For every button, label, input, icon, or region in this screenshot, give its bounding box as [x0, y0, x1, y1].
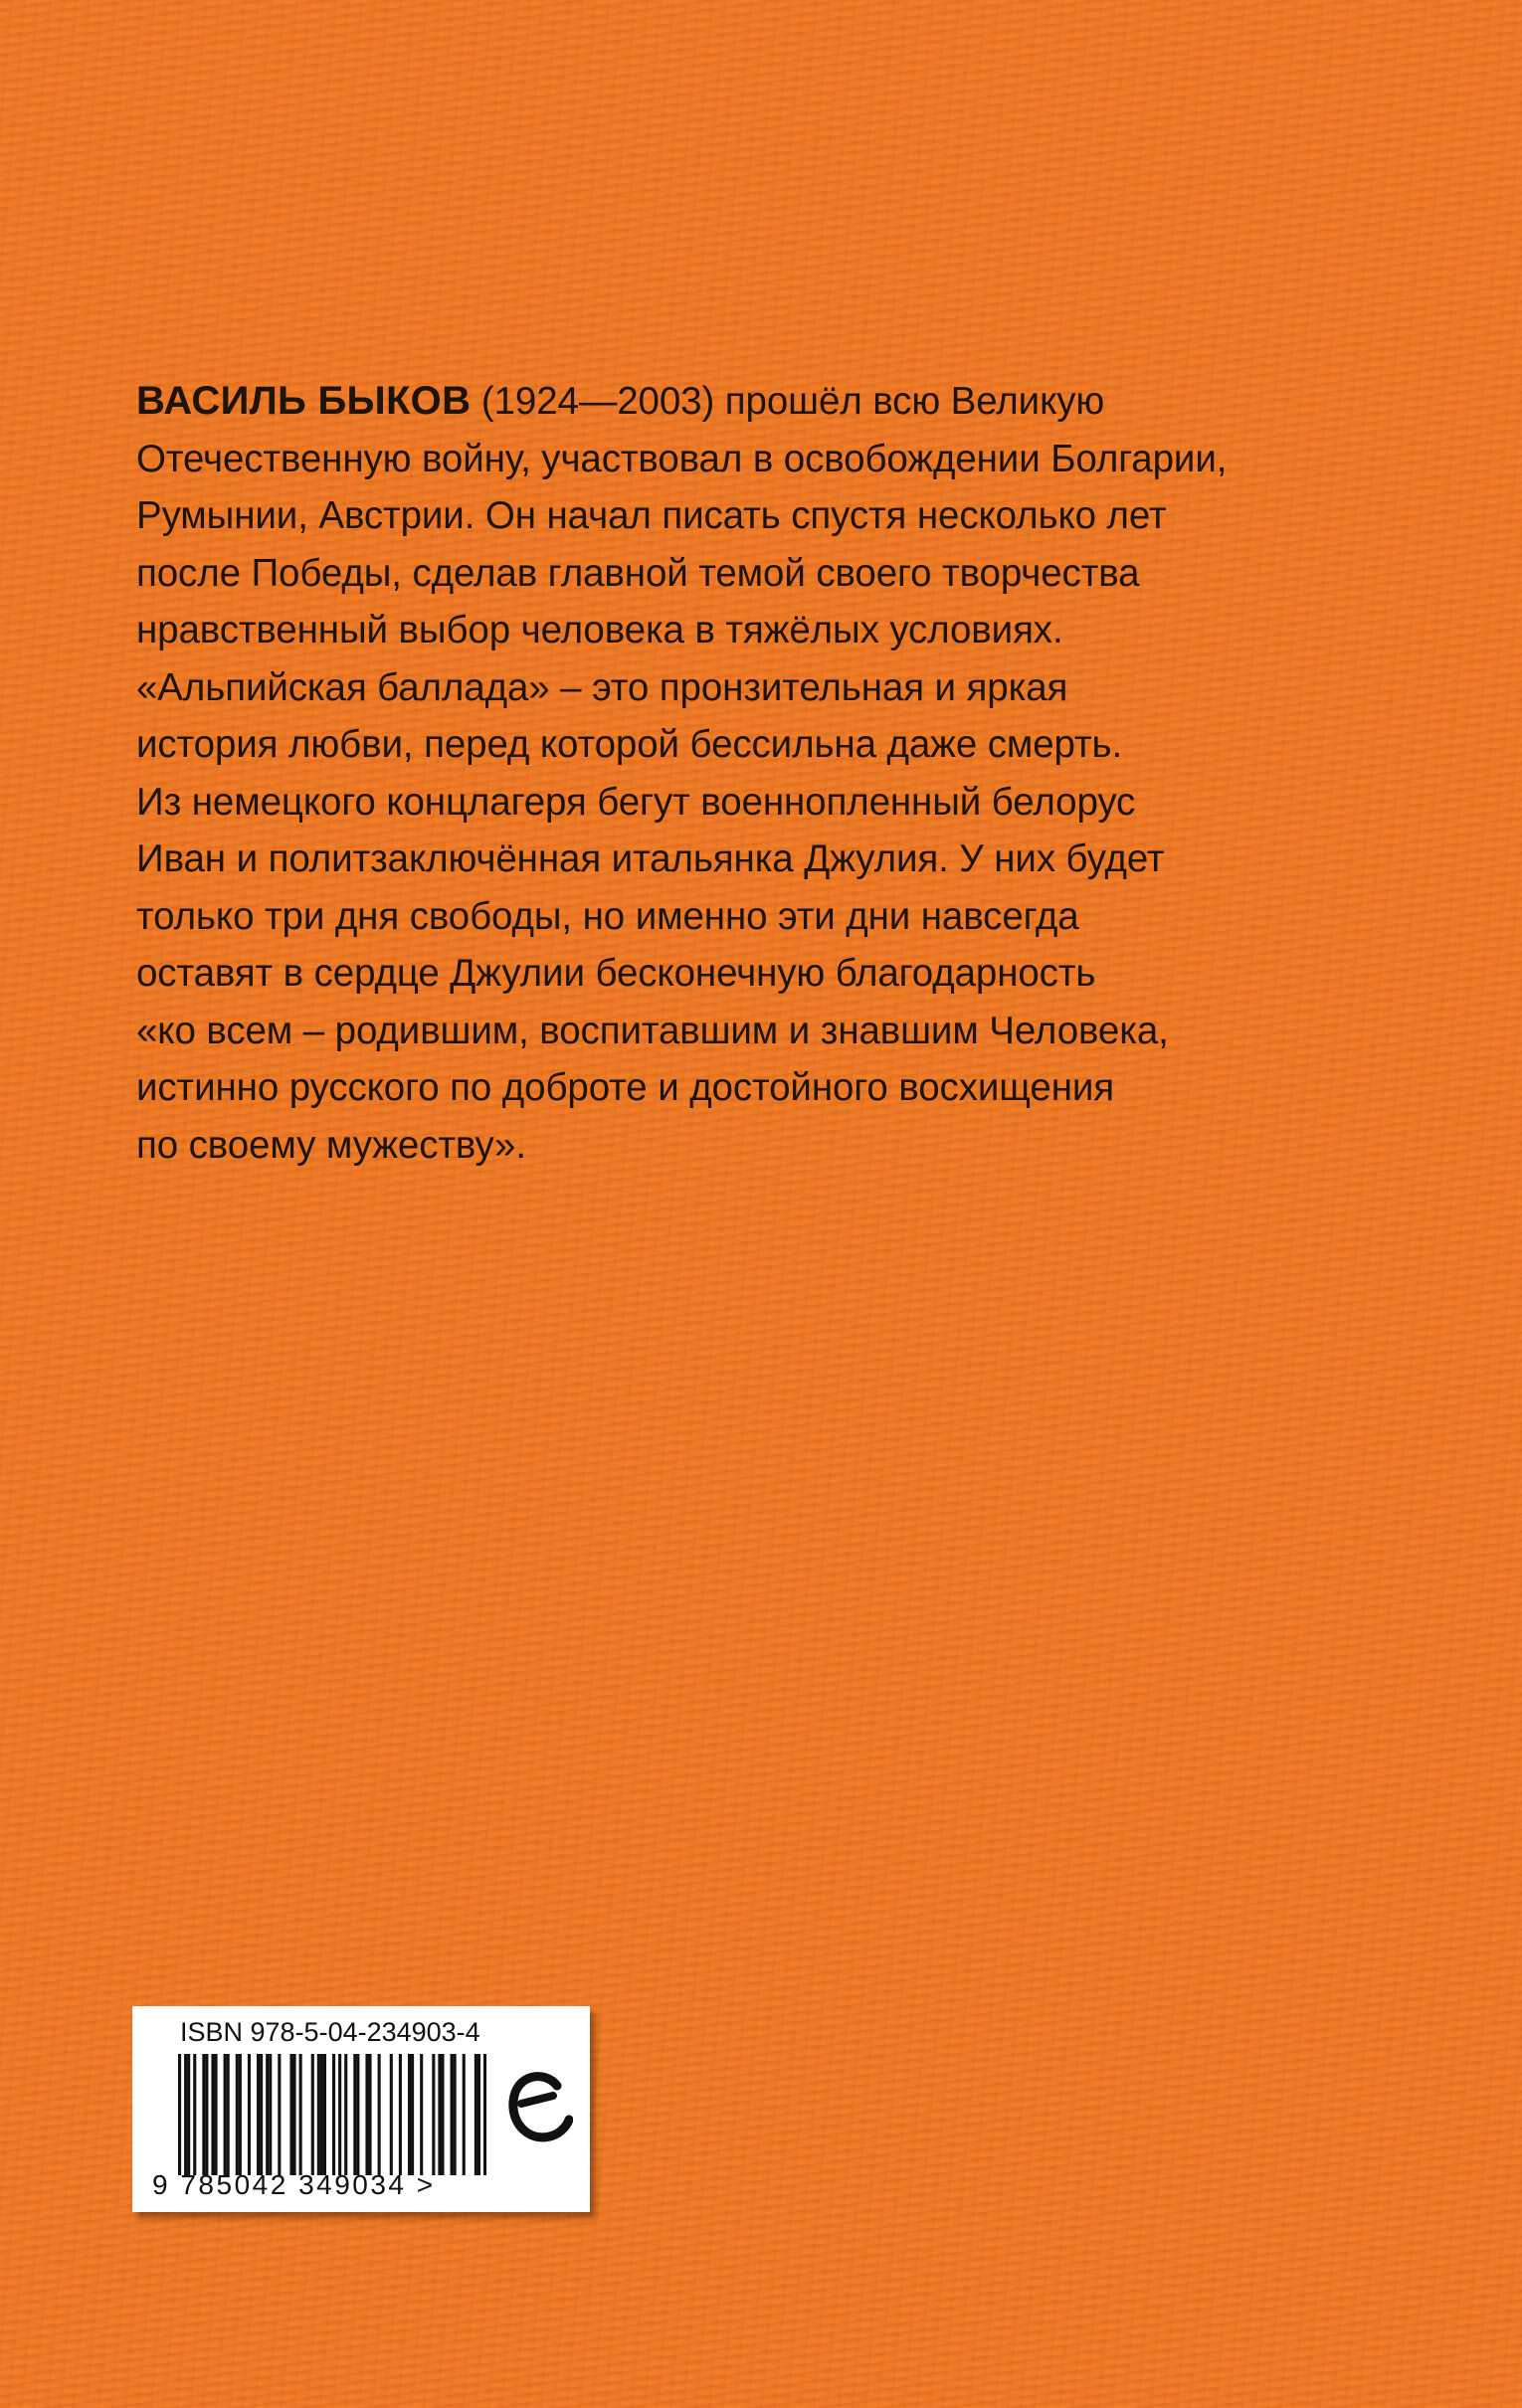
barcode-bar	[211, 2054, 214, 2175]
annotation-line: оставят в сердце Джулии бесконечную благодарность	[136, 952, 1096, 995]
barcode-card	[132, 2006, 590, 2212]
barcode-bar	[178, 2054, 181, 2175]
annotation-line: история любви, перед которой бессильна даже смерть.	[136, 723, 1123, 766]
barcode-bar	[202, 2054, 205, 2175]
annotation-line: истинно русского по доброте и достойного восхищения	[136, 1066, 1115, 1109]
author-name: ВАСИЛЬ БЫКОВ	[136, 379, 472, 423]
barcode-bar	[411, 2054, 414, 2175]
barcode-bar	[248, 2054, 251, 2175]
annotation-line: Иван и политзаключённая итальянка Джулия. У них будет	[136, 837, 1165, 880]
barcode-bars	[178, 2054, 486, 2175]
barcode-bar	[365, 2054, 368, 2175]
author-years-text: (1924—2003) прошёл всю Великую	[471, 380, 1105, 423]
barcode-bar	[432, 2054, 435, 2175]
barcode-bar	[477, 2054, 480, 2175]
barcode-bar	[408, 2054, 411, 2175]
barcode-bar	[323, 2054, 326, 2175]
barcode-bar	[214, 2054, 217, 2175]
eksmo-logo-icon	[505, 2066, 573, 2147]
barcode-bar	[344, 2054, 347, 2175]
barcode-bar	[451, 2054, 454, 2175]
barcode-bar	[299, 2054, 302, 2175]
barcode-bar	[378, 2054, 381, 2175]
annotation-line: только три дня свободы, но именно эти дни навсегда	[136, 894, 1079, 938]
annotation-line: по своему мужеству».	[136, 1123, 526, 1167]
annotation-line: «ко всем – родившим, воспитавшим и знавшим Человека,	[136, 1009, 1169, 1052]
barcode-bar	[390, 2054, 393, 2175]
annotation-line: после Победы, сделав главной темой своего творчества	[136, 551, 1140, 595]
annotation-line-1	[136, 373, 1350, 431]
annotation-line: нравственный выбор человека в тяжёлых условиях.	[136, 609, 1063, 651]
barcode-bar	[260, 2054, 263, 2175]
annotation-line: Из немецкого концлагеря бегут военнопленный белорус	[136, 780, 1136, 824]
barcode-bar	[205, 2054, 208, 2175]
barcode-bar	[239, 2054, 242, 2175]
book-annotation	[136, 373, 1350, 1174]
barcode-bar	[257, 2054, 260, 2175]
barcode-bar	[227, 2054, 230, 2175]
barcode-bar	[187, 2054, 190, 2175]
barcode-bar	[289, 2054, 292, 2175]
barcode-bar	[224, 2054, 227, 2175]
barcode-bar	[454, 2054, 457, 2175]
barcode-bar	[338, 2054, 341, 2175]
barcode-bar	[441, 2054, 444, 2175]
barcode-bar	[463, 2054, 466, 2175]
annotation-line: Румынии, Австрии. Он начал писать спустя несколько лет	[136, 494, 1167, 537]
barcode-bar	[193, 2054, 196, 2175]
ean-digits: 9 785042 349034 >	[152, 2169, 436, 2200]
barcode-bar	[320, 2054, 323, 2175]
barcode-bar	[311, 2054, 314, 2175]
barcode-bar	[269, 2054, 272, 2175]
barcode-bar	[236, 2054, 239, 2175]
barcode-bar	[292, 2054, 295, 2175]
barcode-bar	[184, 2054, 187, 2175]
barcode-bar	[438, 2054, 441, 2175]
barcode-bar	[399, 2054, 402, 2175]
barcode-bar	[332, 2054, 335, 2175]
barcode-bar	[475, 2054, 477, 2175]
barcode-bar	[356, 2054, 359, 2175]
isbn-label: ISBN 978-5-04-234903-4	[180, 2017, 480, 2047]
barcode-bar	[483, 2054, 486, 2175]
annotation-line: Отечественную войну, участвовал в освобождении Болгарии,	[136, 437, 1228, 480]
barcode-bar	[317, 2054, 320, 2175]
annotation-line: «Альпийская баллада» – это пронзительная и яркая	[136, 665, 1068, 709]
barcode-bar	[368, 2054, 371, 2175]
barcode-bar	[353, 2054, 356, 2175]
barcode-bar	[420, 2054, 423, 2175]
barcode-bar	[266, 2054, 269, 2175]
barcode-bar	[278, 2054, 281, 2175]
